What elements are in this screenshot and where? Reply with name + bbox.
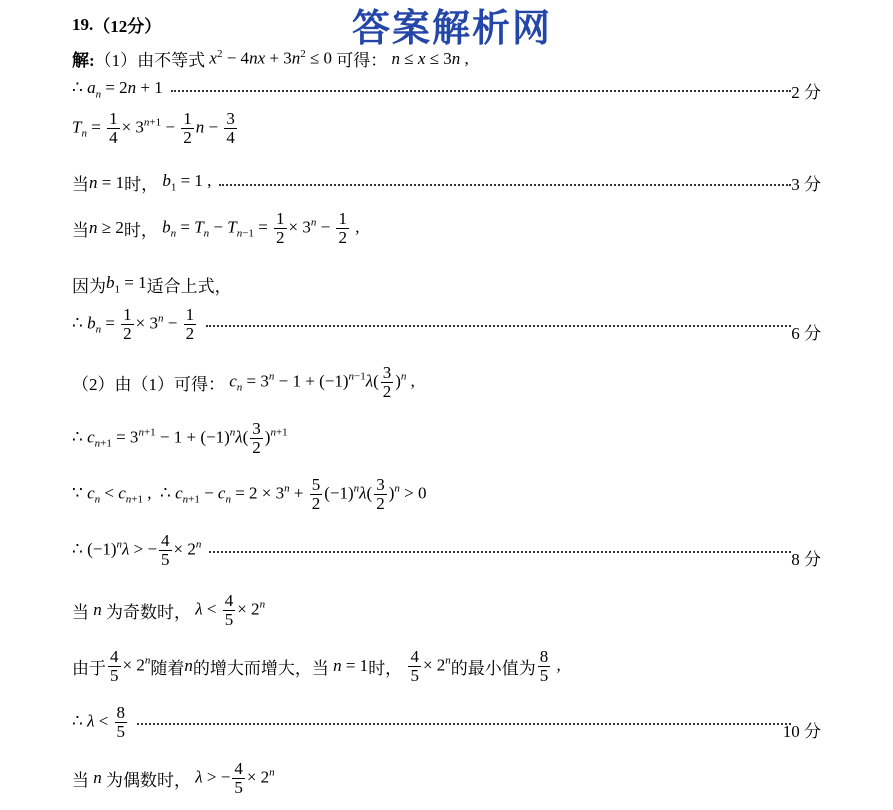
diff-expr: ∵ $c_n < c_{n+1}$ , ∴ $c_{n+1} - c_n = 2 \times 3^n$ + $\frac{5}{2}$ $(-1)^n\lambda$( $\frac{3}{2}$ )$^n$ > 0 [72,475,427,513]
lambda-odd-expr: ∴ λ < $\frac{8}{5}$ [72,703,126,741]
suizhe-label: 随着 [150,658,185,678]
solution-line-1 [72,46,797,71]
bn-final-line [72,306,797,343]
monotone-expr: $\frac{4}{5}$ × $2^n$ [110,647,151,685]
inequality-result: n ≤ x ≤ 3n , [391,48,469,68]
shihe-label: 适合上式， [146,277,232,296]
part1-ke: 可得： [336,51,388,70]
lambda-ineq-expr: ∴ $(-1)^n\lambda$ > − $\frac{4}{5}$ × $2^n$ [72,531,202,569]
yinwei-label: 因为 [72,277,106,296]
dang-label: 当 [72,220,89,240]
part2-label: （2）由（1）可得： [72,374,225,394]
inequality-expr: $x^2 - 4nx + 3n^2 \le 0$ [209,48,337,68]
score-8: 8 分 [791,550,821,569]
part1-label: （1）由不等式 [94,51,206,70]
problem-number: 19. [72,14,94,34]
an-expr: ∴ $a_n = 2n + 1$ [72,78,163,101]
n-var: n [184,656,193,676]
dot-leader [171,90,791,92]
dang-label: 当 [72,175,89,194]
shi-label: 时， [368,658,403,678]
b1-line [72,170,797,195]
dang-label: 当 [72,770,89,790]
lambda-ineq-line [72,532,797,569]
shi-label: 时， [124,175,159,194]
problem-points: （12分） [93,17,162,36]
bn-final-expr: ∴ $b_n$ = $\frac{1}{2}$ × $3^n$ − $\frac{1}{2}$ [72,305,195,343]
min-expr: $\frac{4}{5}$ × $2^n$ [410,647,451,685]
zuixiao-label: 的最小值为 [450,658,536,678]
watermark-logo: 答案解析网 [352,6,553,50]
dot-leader [137,723,791,725]
odd-label: 为奇数时， [106,602,191,622]
b1-check: $b_1 = 1$ [106,273,147,296]
shi-label: 时， [123,220,158,240]
min-value: $\frac{8}{5}$ , [539,647,561,685]
check-line [72,272,797,297]
score-2: 2 分 [791,83,821,102]
diff-line [72,476,797,513]
zengda-label: 的增大而增大，当 [192,658,329,678]
b1-expr: $b_1 = 1$ , [162,171,212,194]
score-6: 6 分 [791,324,821,343]
cn1-line [72,420,797,457]
an-line [72,78,797,100]
odd-expr: λ < $\frac{4}{5}$ × $2^n$ [195,591,266,629]
n-var: n [93,768,102,788]
tn-expr: $T_n$ = $\frac{1}{4}$ × $3^{n+1}$ − $\frac{1}{2}$ n − $\frac{3}{4}$ [72,109,235,147]
dot-leader [209,551,791,553]
youyu-label: 由于 [72,658,106,678]
even-expr: λ > − $\frac{4}{5}$ × $2^n$ [195,759,275,797]
monotone-line [72,648,797,685]
odd-line [72,592,797,629]
n-var: n [93,600,102,620]
score-10: 10 分 [782,722,821,741]
cn1-expr: ∴ $c_{n+1} = 3^{n+1} - 1 + (-1)^n\lambda$( $\frac{3}{2}$ )$^{n+1}$ [72,419,288,457]
dot-leader [219,184,791,186]
dot-leader [206,325,791,327]
tn-line [72,110,797,147]
n-eq-1: n = 1 [333,656,369,676]
n-ge-2: n ≥ 2 [89,218,124,238]
n-eq-1: n = 1 [89,172,125,192]
even-line [72,760,797,797]
bn-expr: $b_n = T_n - T_{n-1}$ = $\frac{1}{2}$ × $3^n$ − $\frac{1}{2}$ , [162,209,360,247]
score-3: 3 分 [791,175,821,194]
solution-label: 解: [72,51,95,70]
cn-line [72,364,797,401]
problem-header [72,12,797,37]
bn-line [72,210,797,247]
dang-label: 当 [72,602,89,622]
cn-expr: $c_n = 3^n - 1 + (-1)^{n-1}\lambda$( $\frac{3}{2}$ )$^n$ , [229,363,415,401]
even-label: 为偶数时， [106,770,191,790]
lambda-odd-line [72,704,797,741]
